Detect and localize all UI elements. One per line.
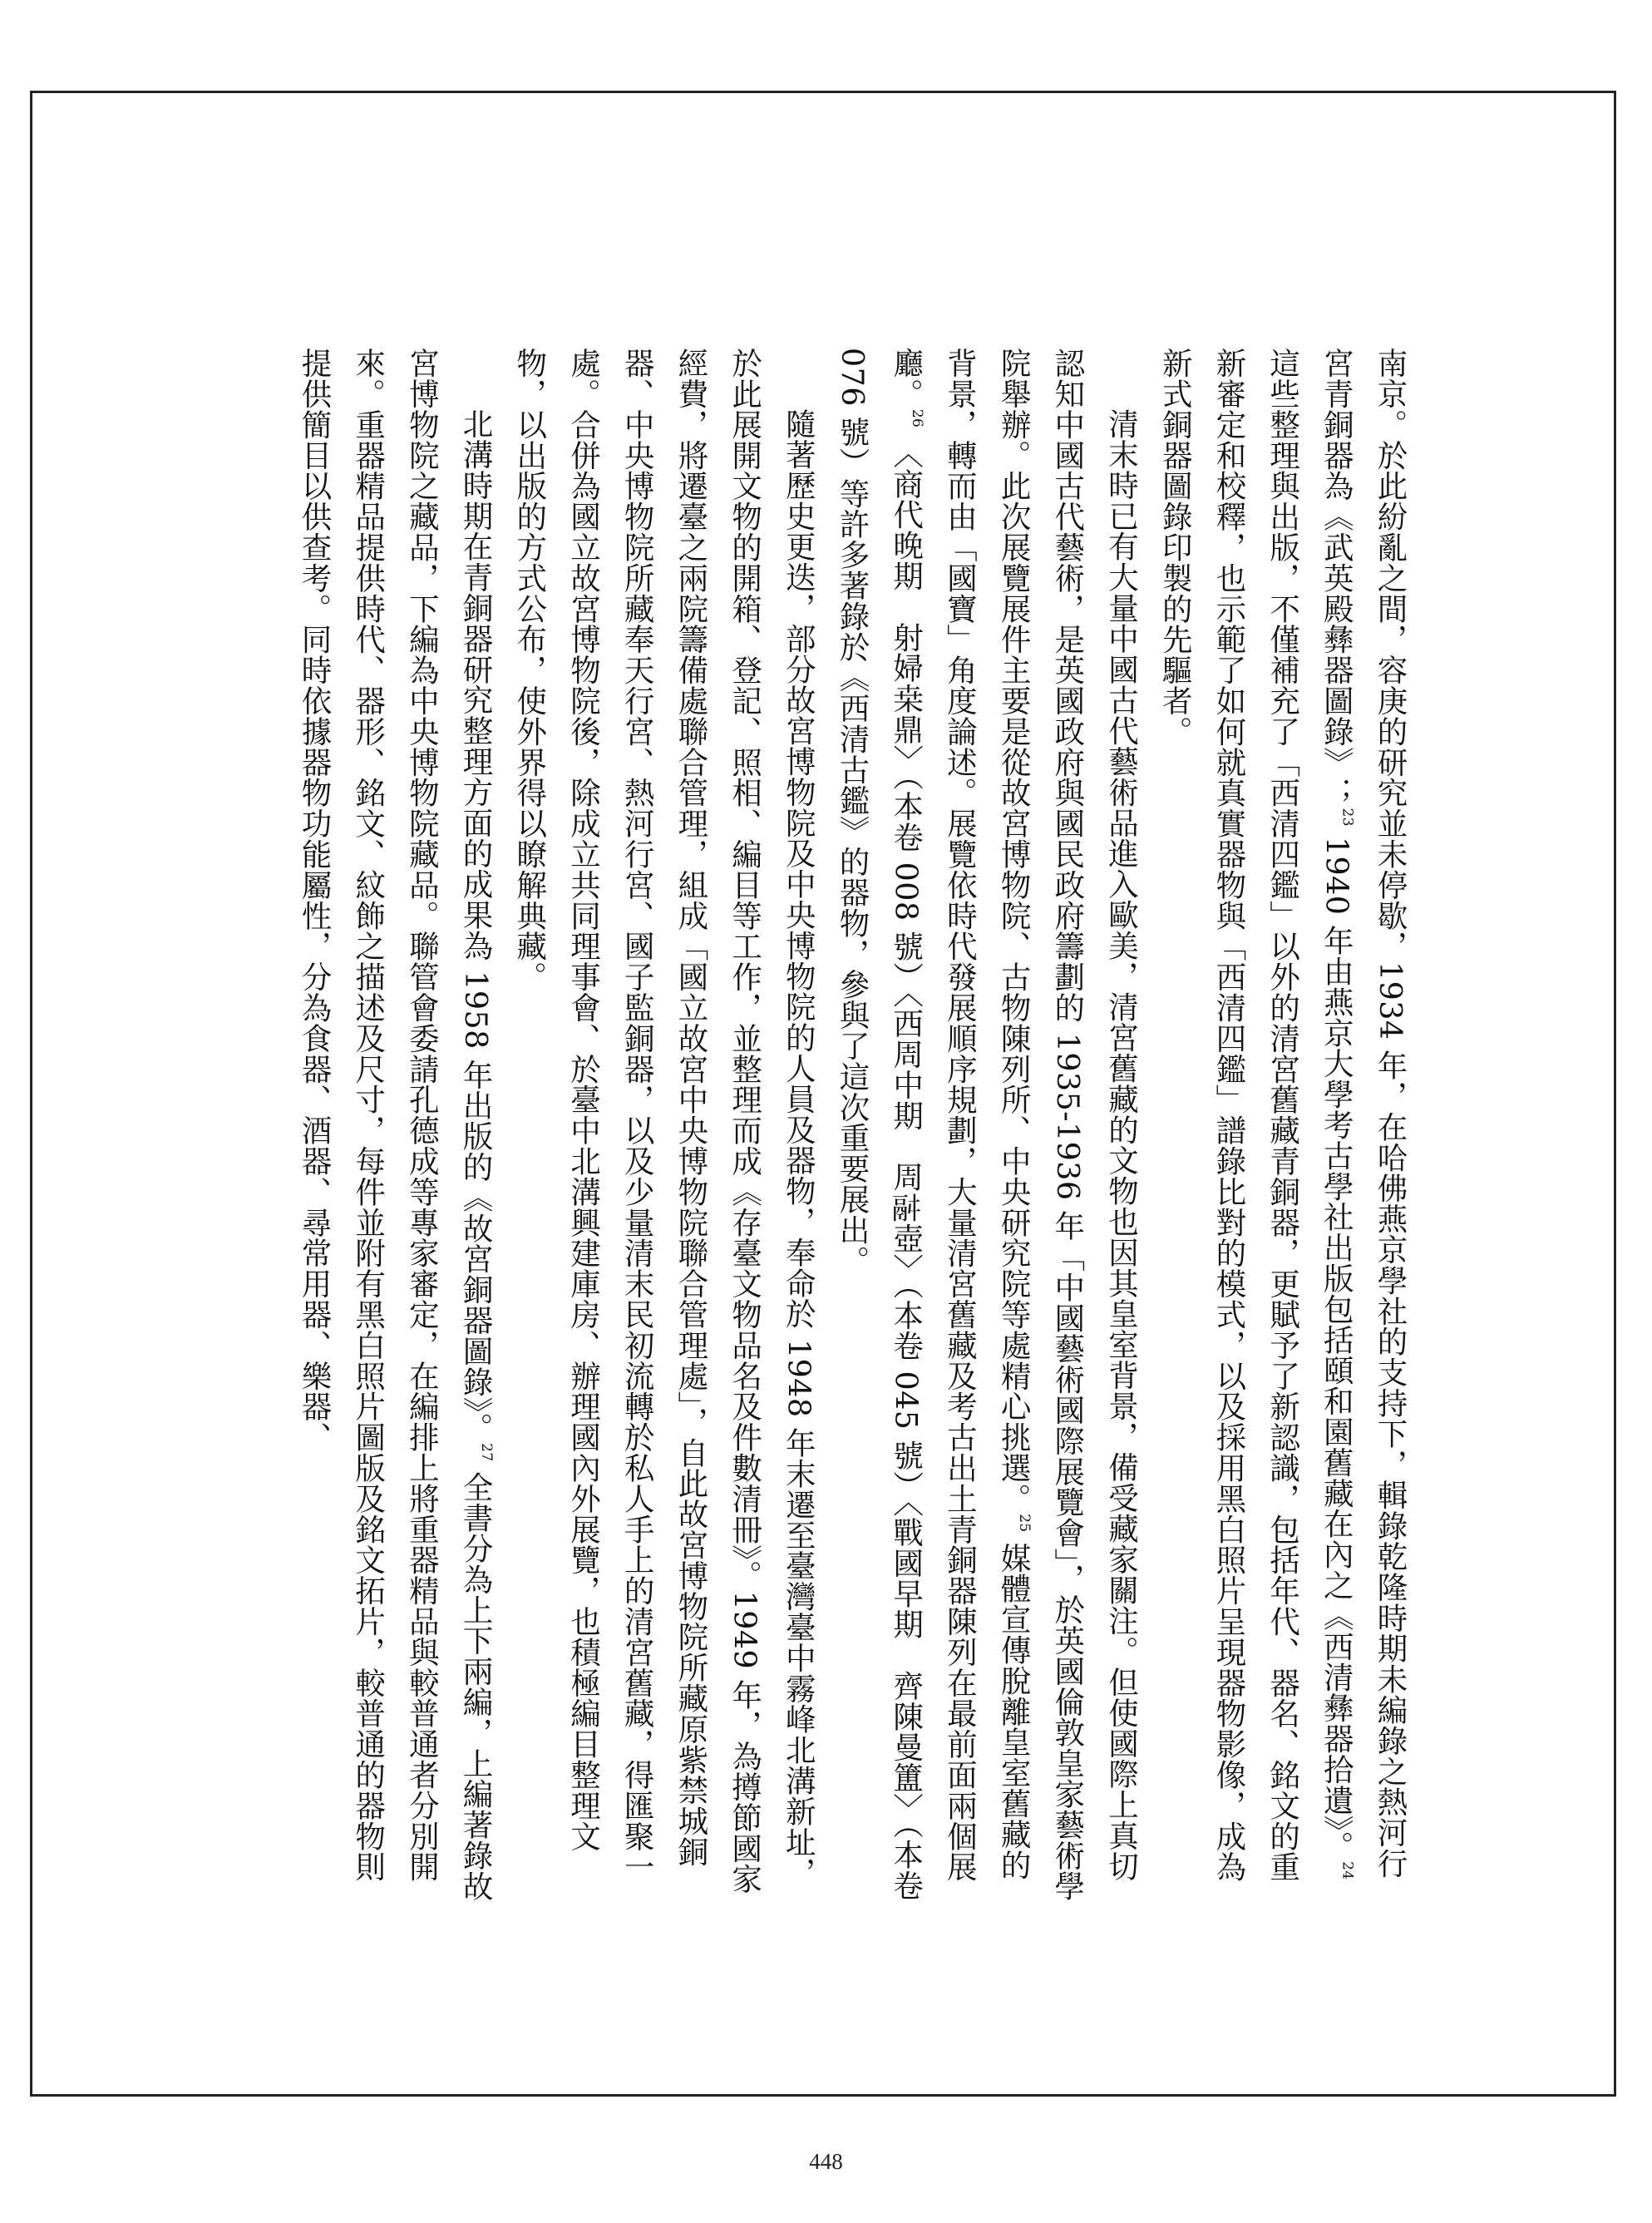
- text-run: 鼎〉（本卷 008 號）〈西周中期 周: [888, 714, 925, 1193]
- paragraph: [1147, 348, 1417, 1904]
- text-run: 壺〉（本卷 045 號）〈戰國早期 齊陳曼簠〉（本卷 076 號）等許多著錄於《西清古鑑》的器物，參與了這次重要展出。: [834, 348, 925, 1901]
- footnote-marker: 23: [1339, 808, 1356, 827]
- paragraph: [502, 348, 825, 1904]
- text-run: 清末時已有大量中國古代藝術品進入歐美，清宮舊藏的文物也因其皇室背景，備受藏家關注。但使國際上真切認知中國古代藝術，是英國政府與國民政府籌劃的 1935-1936 年「中國藝術國際展覽會」，於英國倫敦皇家藝術學院舉辦。此次展覽展件主要是從故宮博物院、古物陳列所、中央研究院等處精心挑選。: [996, 348, 1140, 1901]
- text-run: 南京。於此紛亂之間，容庚的研究並未停歇，1934 年，在哈佛燕京學社的支持下，輯錄乾隆時期未編錄之熱河行宮青銅器為《武英殿彝器圖錄》；: [1319, 348, 1408, 1879]
- text-run: 北溝時期在青銅器研究整理方面的成果為 1958 年出版的《故宮銅器圖錄》。: [458, 408, 495, 1444]
- page-number: 448: [809, 2149, 843, 2174]
- vertical-text-body: [218, 348, 1417, 1904]
- paragraph: [825, 348, 1147, 1904]
- text-run: 1940 年由燕京大學考古學社出版包括頤和園舊藏在內之《西清彝器拾遺》。: [1319, 826, 1355, 1862]
- rare-character-glyph: 𩰫: [888, 1192, 925, 1223]
- text-run: 〈商代晚期 射婦: [888, 427, 925, 684]
- footnote-marker: 25: [1016, 1514, 1033, 1533]
- text-run: 這些整理與出版，不僅補充了「西清四鑑」以外的清宮舊藏青銅器，更賦予了新認識，包括年代、器名、銘文的重新審定和校釋，也示範了如何就真實器物與「西清四鑑」譜錄比對的模式，以及採用黑白照片呈現器物影像，成為新式銅器圖錄印製的先驅者。: [1157, 348, 1301, 1882]
- footnote-marker: 27: [478, 1443, 496, 1462]
- text-run: 隨著歷史更迭，部分故宮博物院及中央博物院的人員及器物，奉命於 1948 年末遷至臺灣臺中霧峰北溝新址，於此展開文物的開箱、登記、照相、編目等工作，並整理而成《存臺文物品名及件數清冊》。1949 年，為撙節國家經費，將遷臺之兩院籌備處聯合管理，組成「國立故宮中央博物院聯合管理處」，自此故宮博物院所藏原紫禁城銅器、中央博物院所藏奉天行宮、熱河行宮、國子監銅器，以及少量清末民初流轉於私人手上的清宮舊藏，得匯聚一處。合併為國立故宮博物院後，除成立共同理事會、於臺中北溝興建庫房、辦理國內外展覽，也積極編目整理文物，以出版的方式公布，使外界得以瞭解典藏。: [511, 348, 817, 1894]
- footnote-marker: 24: [1339, 1861, 1356, 1880]
- rare-character-glyph: 桒: [888, 683, 925, 714]
- paragraph: [287, 348, 502, 1904]
- footnote-marker: 26: [908, 408, 925, 428]
- text-run: 媒體宣傳脫離皇室舊藏的背景，轉而由「國寶」角度論述。展覽依時代發展順序規劃，大量清宮舊藏及考古出土青銅器陳列在最前面兩個展廳。: [888, 348, 1033, 1882]
- text-run: 全書分為上下兩編，上編著錄故宮博物院之藏品，下編為中央博物院藏品。聯管會委請孔德成等專家審定，在編排上將重器精品與較普通者分別開來。重器精品提供時代、器形、銘文、紋飾之描述及尺寸，每件並附有黑白照片圖版及銘文拓片，較普通的器物則提供簡目以供查考。同時依據器物功能屬性，分為食器、酒器、尋常用器、樂器、: [296, 348, 495, 1902]
